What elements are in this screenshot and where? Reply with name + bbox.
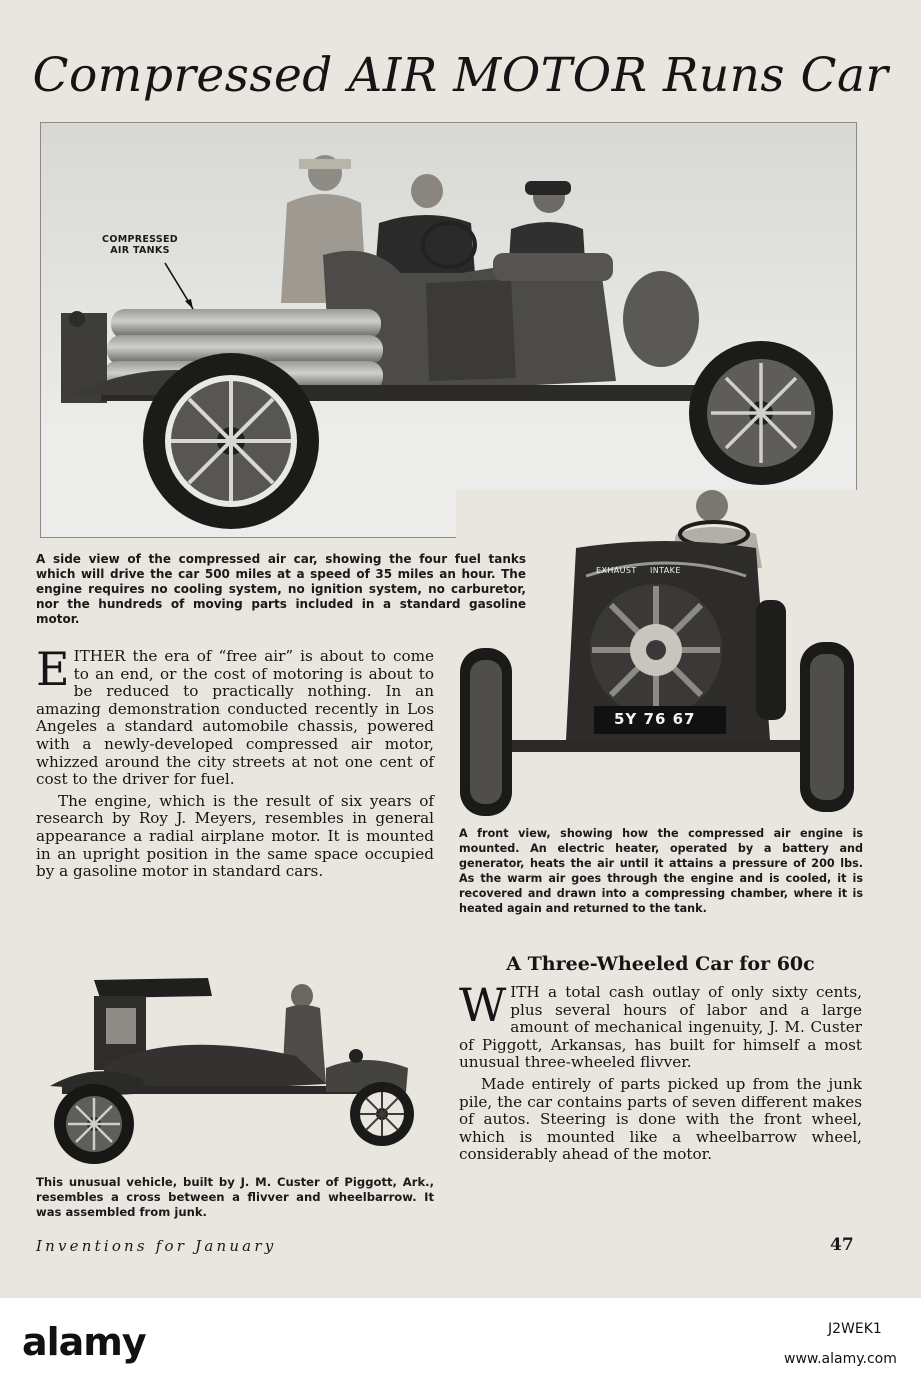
exhaust-label: EXHAUST (596, 566, 637, 575)
drop-cap-w: W (459, 978, 507, 1032)
footer-section-title: Inventions for January (36, 1237, 277, 1255)
car-front-view-illustration (456, 490, 860, 820)
three-wheeled-car-photo (36, 968, 436, 1168)
body-paragraph-1 (36, 642, 434, 789)
drop-cap-e: E (36, 642, 70, 696)
main-photo-caption: A side view of the compressed air car, showing the four fuel tanks which will drive the car 500 miles at a speed of 35 miles an hour. The engine requires no cooling system, no ignition system, no carburetor, nor the hundreds of moving parts included in a standard gasoline motor. (36, 552, 526, 626)
body2-paragraph-1 (459, 978, 862, 1072)
intake-label: INTAKE (650, 566, 681, 575)
front-wheel (143, 353, 319, 529)
article-body-left (36, 642, 434, 885)
three-wheeled-caption: This unusual vehicle, built by J. M. Custer of Piggott, Ark., resembles a cross between a flivver and wheelbarrow. It was assembled from junk. (36, 1175, 434, 1219)
body2-paragraph-2: Made entirely of parts picked up from the junk pile, the car contains parts of seven different makes of autos. Steering is done with the front wheel, which is mounted like a wheelbarrow wheel, considerably ahead of the motor. (459, 1074, 862, 1164)
article-title: Compressed AIR MOTOR Runs Car (32, 48, 889, 103)
body2-paragraph-1-text: ITH a total cash outlay of only sixty cents, plus several hours of labor and a large amount of mechanical ingenuity, J. M. Custer of Piggott, Arkansas, has built for himself a most unusual three-wheeled flivver. (459, 983, 862, 1072)
three-wheeled-car-illustration (36, 968, 436, 1168)
page-number: 47 (830, 1235, 854, 1255)
car-side-view-photo (40, 122, 857, 538)
car-front-view-photo (456, 490, 860, 820)
body-paragraph-2: The engine, which is the result of six years of research by Roy J. Meyers, resembles in general appearance a radial airplane motor. It is mounted in an upright position in the same space occupied by a gasoline motor in standard cars. (36, 791, 434, 881)
subhead-three-wheeled: A Three-Wheeled Car for 60c (506, 953, 815, 975)
article-body-right (459, 978, 862, 1168)
image-id: J2WEK1 (828, 1321, 882, 1337)
front-photo-caption: A front view, showing how the compressed air engine is mounted. An electric heater, operated by a battery and generator, heats the air until it attains a pressure of 200 lbs. As the warm air goes through the engine and is cooled, it is recovered and drawn into a compressing chamber, where it is heated again and returned to the tank. (459, 827, 863, 915)
body-paragraph-1-text: ITHER the era of “free air” is about to come to an end, or the cost of motoring is about to be reduced to practically nothing. In an amazing demonstration conducted recently in Los Angeles a standard automobile chassis, powered with a newly-developed compressed air motor, whizzed around the city streets at not one cent of cost to the driver for fuel. (36, 647, 434, 789)
rear-wheel (689, 341, 833, 485)
alamy-logo: alamy (22, 1320, 146, 1364)
car-side-view-illustration (41, 123, 856, 537)
license-plate: 5Y 76 67 (614, 710, 696, 728)
watermark-url: www.alamy.com (784, 1351, 897, 1367)
tanks-label: COMPRESSED AIR TANKS (102, 234, 178, 256)
